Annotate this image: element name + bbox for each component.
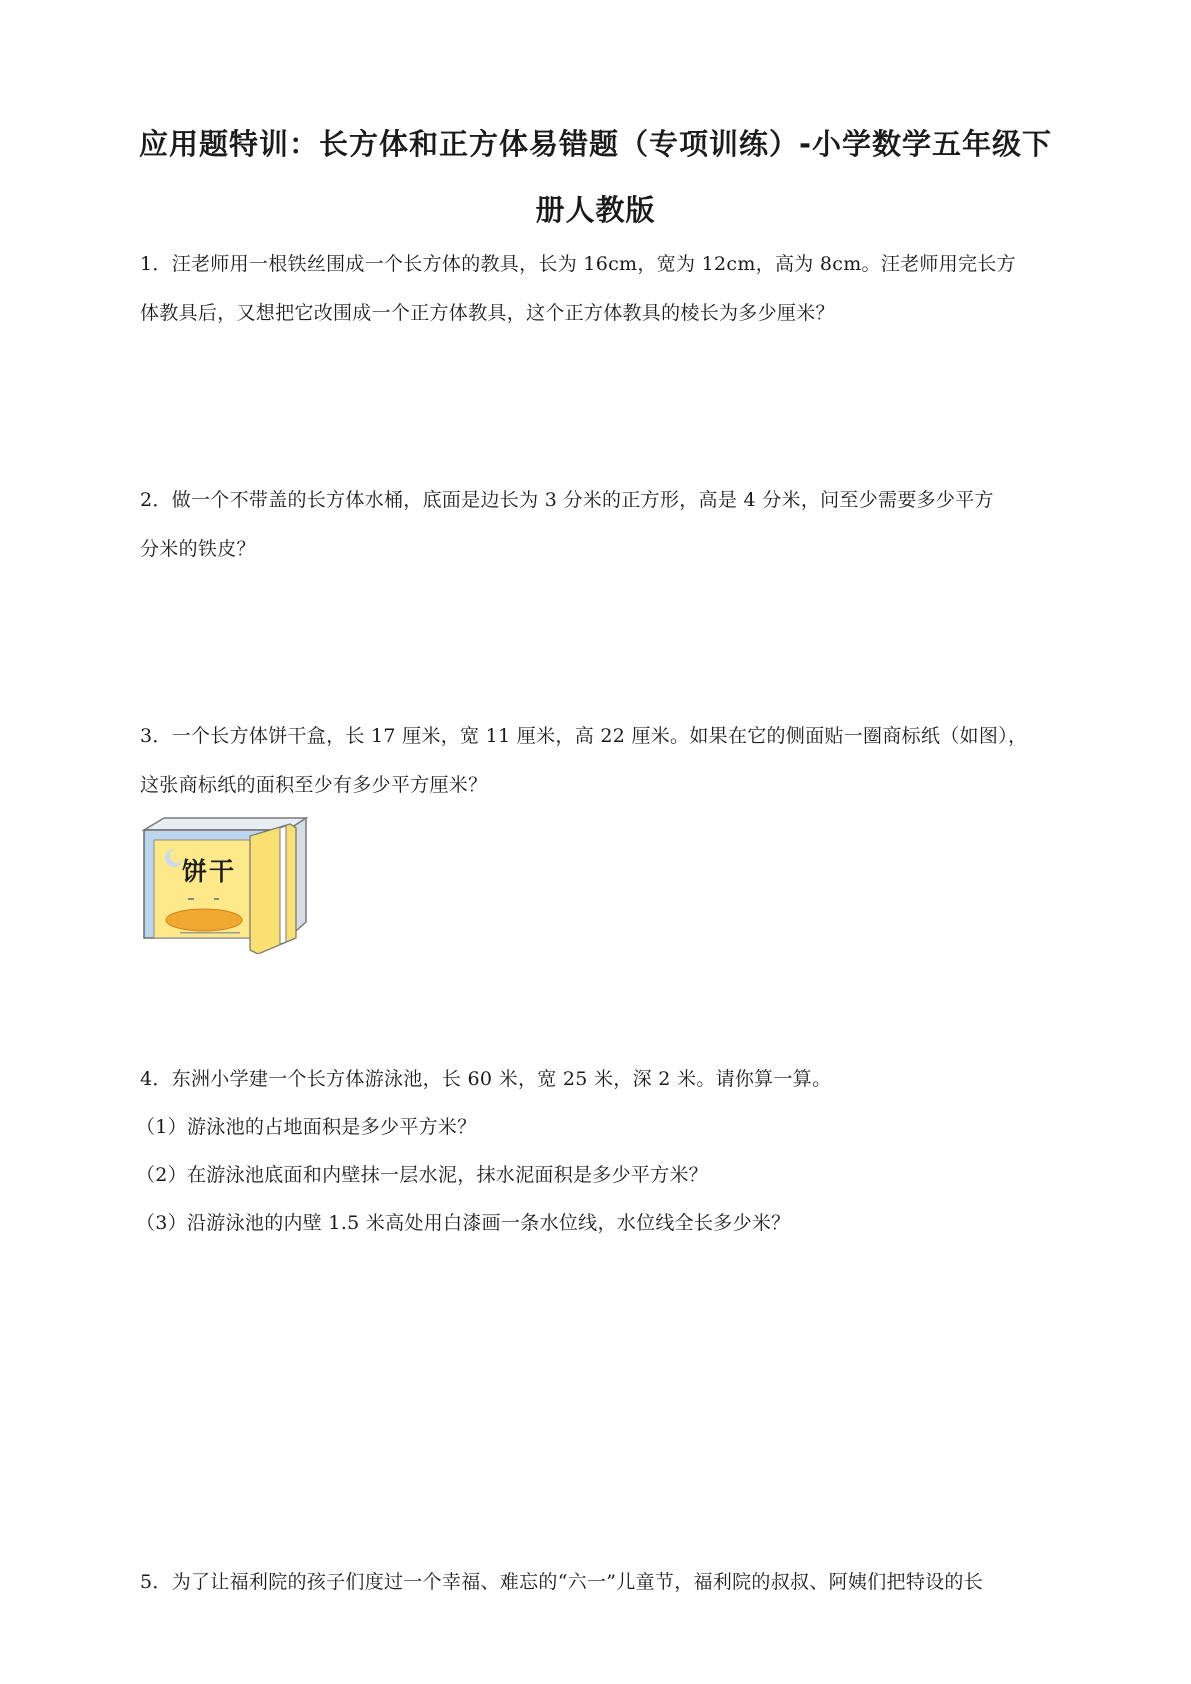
- question-2-line-2: 分米的铁皮？: [140, 538, 256, 560]
- document-title-line-2: 册人教版: [535, 193, 656, 227]
- question-3-line-2: 这张商标纸的面积至少有多少平方厘米？: [140, 774, 488, 796]
- question-1-line-1: 1．汪老师用一根铁丝围成一个长方体的教具，长为 16cm，宽为 12cm，高为 8cm。汪老师用完长方: [140, 253, 1016, 275]
- question-5-line-1: 5．为了让福利院的孩子们度过一个幸福、难忘的“六一”儿童节，福利院的叔叔、阿姨们把特设的长: [140, 1571, 984, 1593]
- question-4-line-1: 4．东洲小学建一个长方体游泳池，长 60 米，宽 25 米，深 2 米。请你算一算。: [140, 1068, 832, 1090]
- document-title-line-1: 应用题特训：长方体和正方体易错题（专项训练）-小学数学五年级下: [138, 127, 1053, 161]
- question-4-sub-2: （2）在游泳池底面和内壁抹一层水泥，抹水泥面积是多少平方米？: [136, 1164, 709, 1186]
- question-1-line-2: 体教具后，又想把它改围成一个正方体教具，这个正方体教具的棱长为多少厘米？: [140, 302, 835, 324]
- question-4-sub-1: （1）游泳池的占地面积是多少平方米？: [136, 1116, 477, 1138]
- biscuit-box-label: 饼干: [182, 857, 237, 886]
- question-2-line-1: 2．做一个不带盖的长方体水桶，底面是边长为 3 分米的正方形，高是 4 分米，问至少需要多少平方: [140, 489, 994, 511]
- question-4-sub-3: （3）沿游泳池的内壁 1.5 米高处用白漆画一条水位线，水位线全长多少米？: [136, 1212, 791, 1234]
- biscuit-box-figure: [140, 814, 330, 954]
- question-3-line-1: 3．一个长方体饼干盒，长 17 厘米，宽 11 厘米，高 22 厘米。如果在它的侧面贴一圈商标纸（如图），: [140, 725, 1028, 747]
